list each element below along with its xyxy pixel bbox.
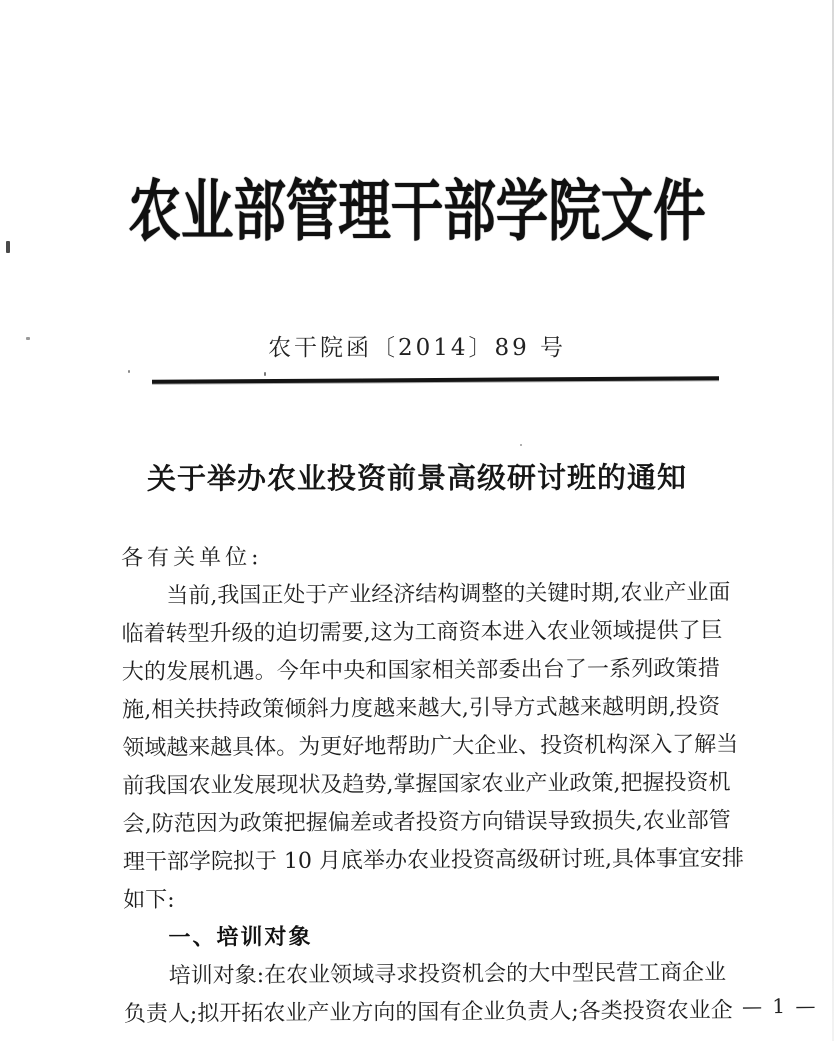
body-line: 前我国农业发展现状及趋势,掌握国家农业产业政策,把握投资机 xyxy=(122,770,731,799)
scan-speck xyxy=(26,337,30,340)
scan-speck xyxy=(520,444,522,446)
subject-title: 关于举办农业投资前景高级研讨班的通知 xyxy=(146,460,688,496)
body-line: 施,相关扶持政策倾斜力度越来越大,引导方式越来越明朗,投资 xyxy=(121,694,721,723)
body-line: 临着转型升级的迫切需要,这为工商资本进入农业领域提供了巨 xyxy=(121,618,723,647)
page-number: — 1 — xyxy=(741,993,818,1019)
letterhead-divider-rule xyxy=(152,376,719,383)
body-line: 理干部学院拟于 10 月底举办农业投资高级研讨班,具体事宜安排 xyxy=(122,846,745,875)
salutation: 各有关单位: xyxy=(121,545,263,571)
body-line: 领域越来越具体。为更好地帮助广大企业、投资机构深入了解当 xyxy=(122,732,739,761)
body-line: 培训对象:在农业领域寻求投资机会的大中型民营工商企业 xyxy=(168,960,727,989)
scan-speck xyxy=(6,241,10,253)
document-number: 农干院函〔2014〕89 号 xyxy=(267,335,567,361)
scan-speck xyxy=(264,372,266,376)
scan-speck xyxy=(128,370,130,373)
document-body xyxy=(121,536,745,1034)
letterhead-title: 农业部管理干部学院文件 xyxy=(128,172,706,251)
body-line: 负责人;拟开拓农业产业方向的国有企业负责人;各类投资农业企 xyxy=(123,998,733,1027)
body-line: 会,防范因为政策把握偏差或者投资方向错误导致损失,农业部管 xyxy=(122,808,731,837)
body-line: 大的发展机遇。今年中央和国家相关部委出台了一系列政策措 xyxy=(121,656,720,685)
body-line: 如下: xyxy=(123,887,175,913)
body-line: 当前,我国正处于产业经济结构调整的关键时期,农业产业面 xyxy=(166,580,731,609)
section-heading-training-targets: 一、培训对象 xyxy=(168,924,313,951)
